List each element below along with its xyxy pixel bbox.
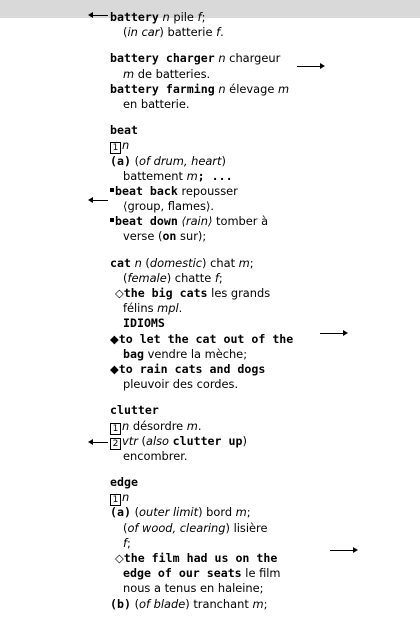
idiom-marker-icon: ◆	[110, 331, 119, 346]
sense-number: 1	[110, 423, 121, 435]
phrase-marker-icon: ◇	[115, 551, 124, 565]
sense-number: 1	[110, 142, 121, 154]
entry-battery: battery n pile f;	[110, 10, 206, 24]
entry-battery-farming: battery farming n élevage m	[110, 81, 290, 96]
sense-number: 2	[110, 438, 121, 450]
dictionary-column: battery n pile f; (in car) batterie f. battery charger n chargeur m de batteries. battery farming n élevage m en batterie. beat 1 n (a) (of drum, heart) battement m; ... beat back repousser ⟨group, flames⟩. beat down ⟨rain⟩ tomber à verse (on sur); cat n (domestic) chat m; (female) chatte f; ◇the big cats les grands félins mpl. IDIOMS ◆to let the cat out of the bag vendre la mèche; ◆to rain cats and dogs pleuvoir des cordes. clutter 1 n désordre m. 2 vtr (also clutter up) encombrer. edge 1 n (a) (outer limit) bord m; (of wood, clearing) lisière f; ◇the film had us on the edge of our seats le film nous a tenus en haleine; (b) (of blade) tranchant m;	[110, 10, 315, 612]
headword: clutter	[110, 403, 159, 418]
idiom-marker-icon: ◆	[110, 361, 119, 376]
entry-beat	[110, 123, 315, 138]
phrasal-verb-marker-icon	[110, 218, 114, 222]
phrasal-verb-marker-icon	[110, 188, 114, 192]
headword: cat	[110, 255, 131, 270]
entry-clutter	[110, 403, 315, 418]
headword: beat	[110, 123, 138, 138]
idioms-label: IDIOMS	[123, 316, 165, 331]
headword: battery charger	[110, 51, 215, 66]
headword: edge	[110, 475, 138, 490]
sense-number: 1	[110, 494, 121, 506]
entry-cat: cat n (domestic) chat m;	[110, 255, 254, 270]
entry-edge	[110, 475, 315, 490]
headword: battery	[110, 10, 159, 24]
entry-battery-charger: battery charger n chargeur	[110, 51, 281, 66]
headword: battery farming	[110, 81, 215, 96]
phrase-marker-icon: ◇	[115, 286, 124, 300]
